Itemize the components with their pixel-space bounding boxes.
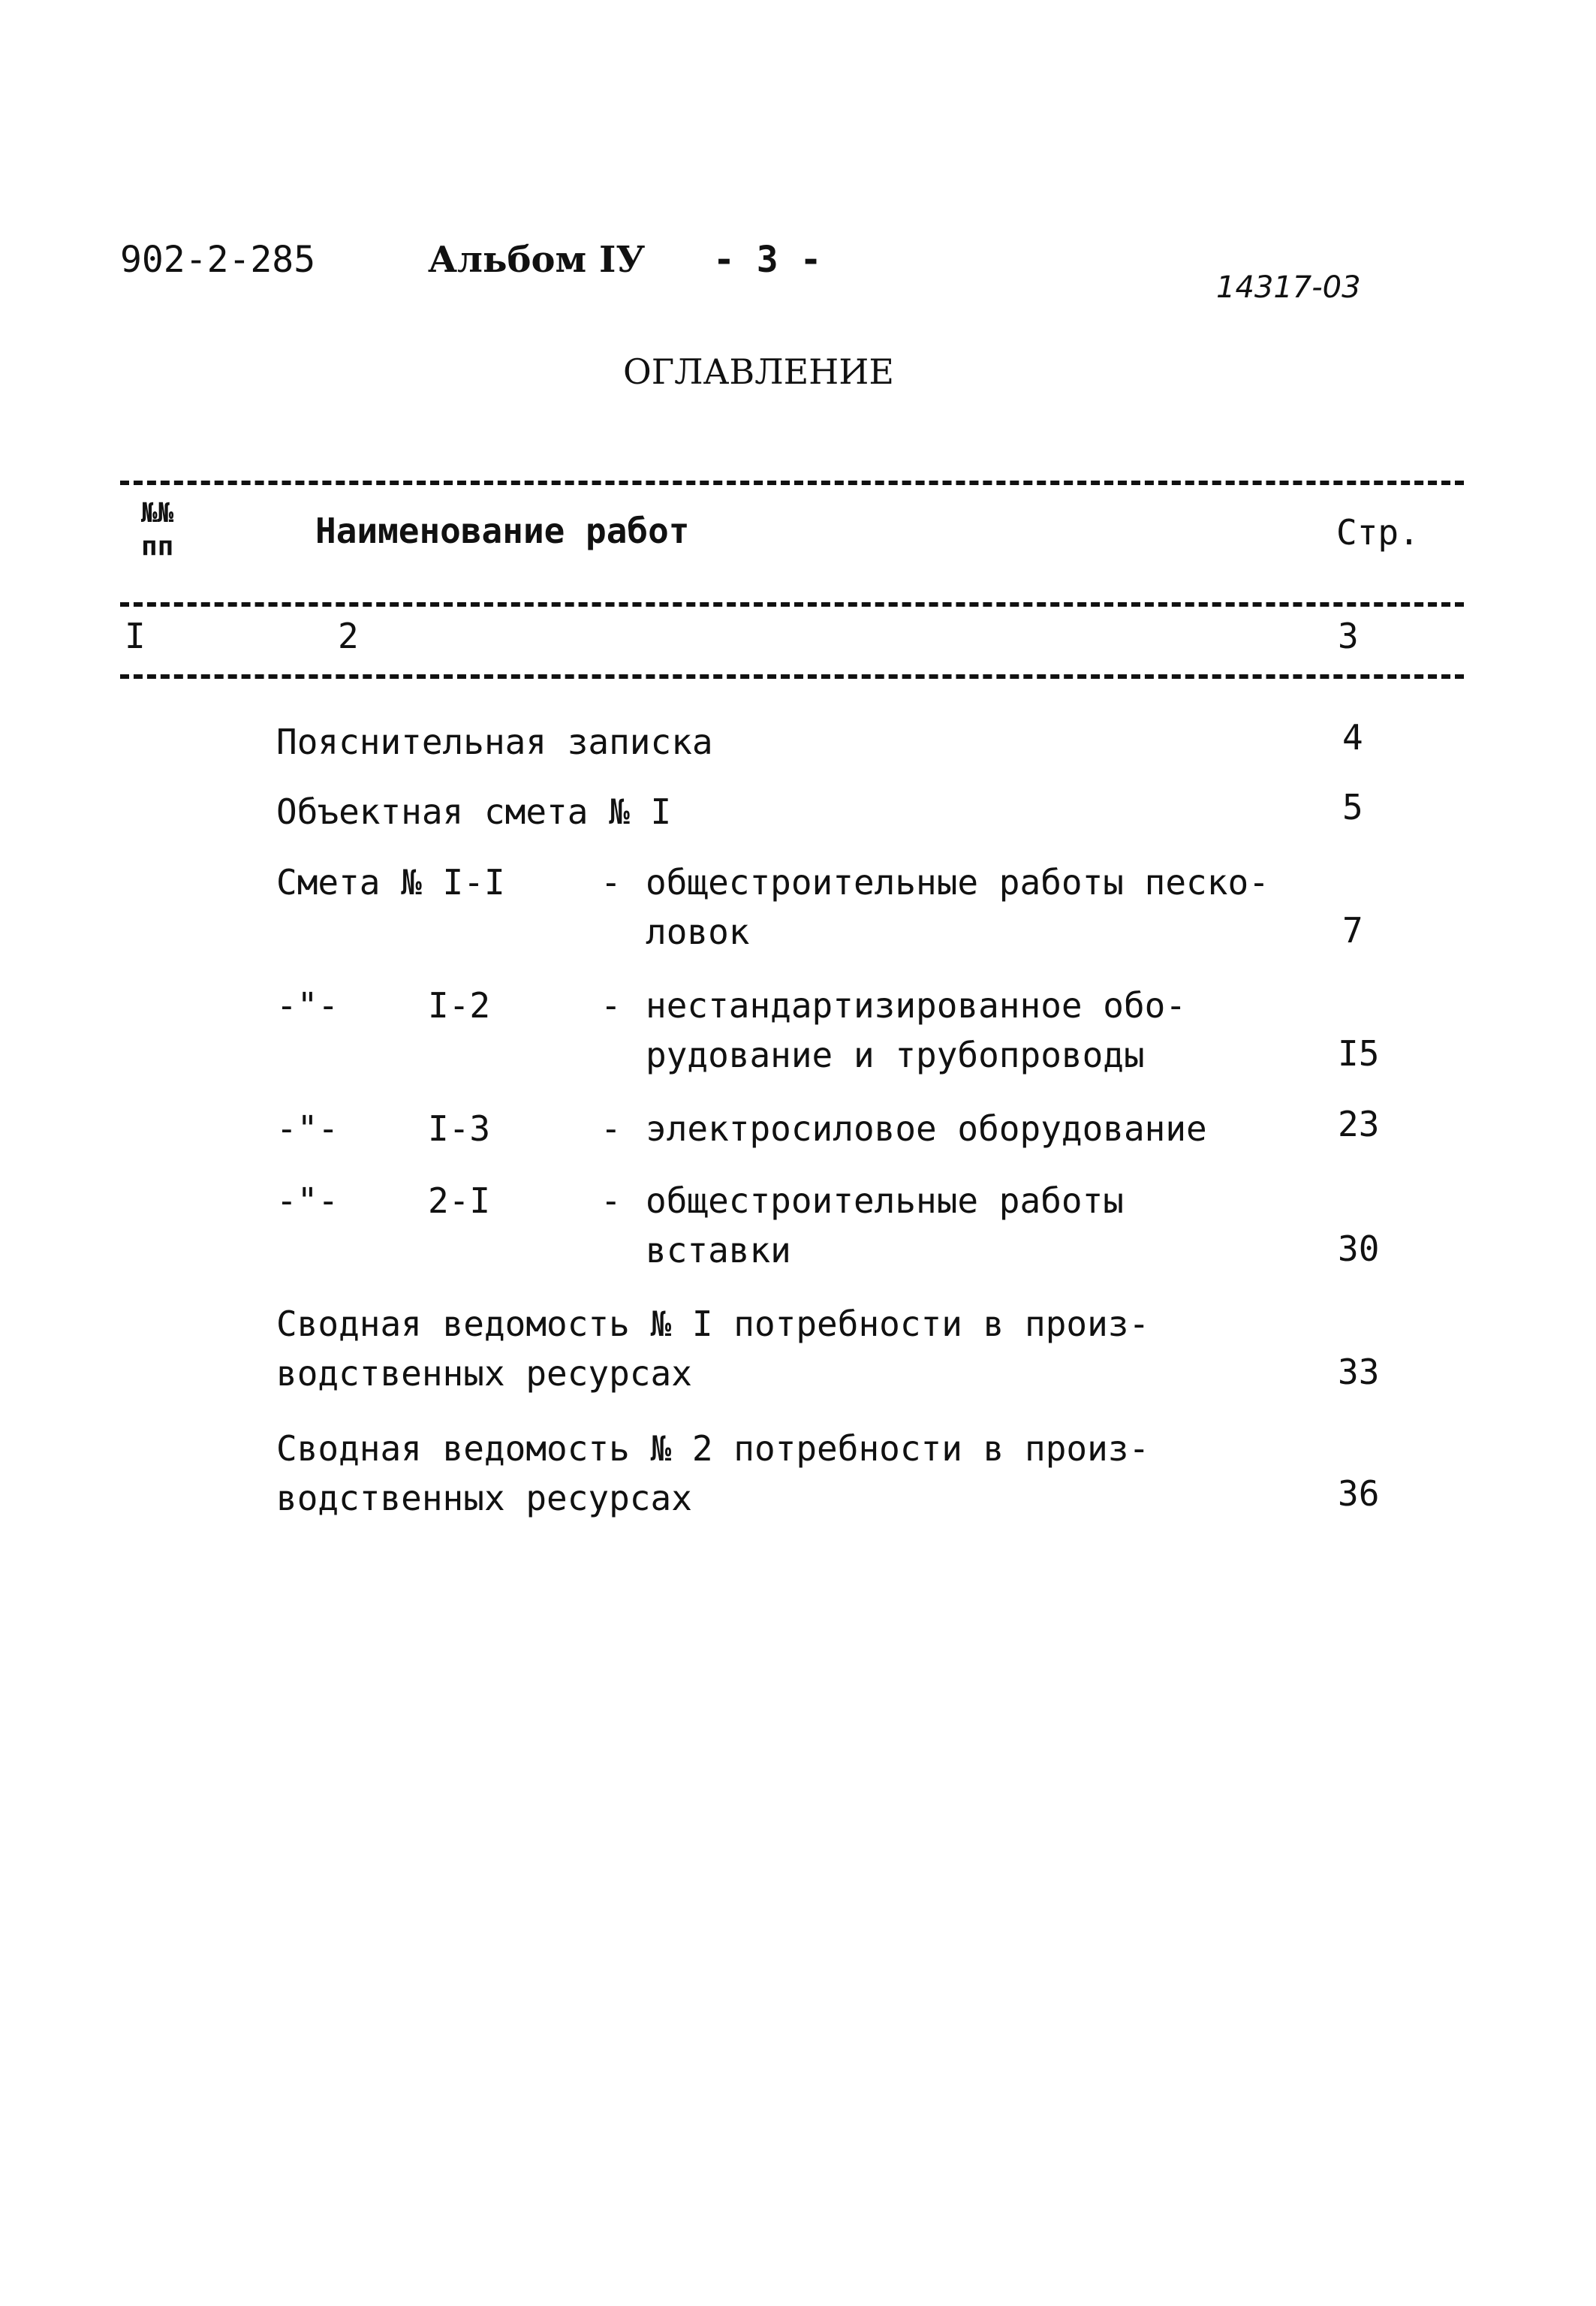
toc-entry-prefix: Смета № I-I <box>276 862 505 903</box>
column-header-name: Наименование работ <box>315 511 690 551</box>
column-header-number-line1: №№ <box>141 498 174 529</box>
toc-entry-title: Пояснительная записка <box>276 722 713 762</box>
toc-entry-title-line1: Сводная ведомость № I потребности в произ- <box>276 1304 1150 1344</box>
table-body-rule <box>120 674 1464 679</box>
column-header-page: Стр. <box>1336 512 1420 553</box>
toc-entry-title <box>276 1299 1149 1398</box>
toc-entry-prefix: -"- <box>276 1180 339 1221</box>
toc-entry-description <box>646 1176 1124 1275</box>
toc-entry-page: 4 <box>1342 717 1363 758</box>
toc-entry-description <box>646 981 1186 1080</box>
toc-entry-description-line2: ловок <box>646 912 750 952</box>
document-code: 902-2-285 <box>120 239 316 281</box>
toc-entry-dash: - <box>601 985 622 1026</box>
toc-entry-page: 30 <box>1338 1228 1380 1269</box>
toc-entry-description-line2: вставки <box>646 1230 791 1271</box>
album-label: Альбом IУ <box>428 239 646 281</box>
page-number: - 3 - <box>713 239 822 281</box>
toc-entry-code: 2-I <box>428 1180 491 1221</box>
toc-entry-description-line1: нестандартизированное обо- <box>646 985 1187 1026</box>
toc-entry-title <box>276 1424 1149 1523</box>
toc-entry-page: 7 <box>1342 910 1363 951</box>
toc-entry-page: 5 <box>1342 787 1363 827</box>
toc-entry-page: 33 <box>1338 1352 1380 1392</box>
page-title: ОГЛАВЛЕНИЕ <box>623 351 894 392</box>
column-number-1: I <box>125 616 146 656</box>
toc-entry-page: 23 <box>1338 1104 1380 1144</box>
column-number-3: 3 <box>1338 616 1359 656</box>
toc-entry-title-line2: водственных ресурсах <box>276 1478 692 1518</box>
table-top-rule <box>120 481 1464 485</box>
table-header-rule <box>120 602 1464 607</box>
toc-entry-description <box>646 858 1269 957</box>
toc-entry-title: Объектная смета № I <box>276 791 672 832</box>
column-header-number <box>141 497 173 563</box>
toc-entry-dash: - <box>601 1108 622 1149</box>
toc-entry-description: электросиловое оборудование <box>646 1108 1207 1149</box>
column-number-2: 2 <box>338 616 359 656</box>
toc-entry-prefix: -"- <box>276 1108 339 1149</box>
toc-entry-description-line1: общестроительные работы <box>646 1180 1124 1221</box>
toc-entry-code: I-3 <box>428 1108 491 1149</box>
toc-entry-dash: - <box>601 862 622 903</box>
toc-entry-dash: - <box>601 1180 622 1221</box>
toc-entry-description-line1: общестроительные работы песко- <box>646 862 1269 903</box>
toc-entry-title-line1: Сводная ведомость № 2 потребности в произ- <box>276 1428 1150 1469</box>
toc-entry-page: I5 <box>1338 1033 1380 1074</box>
toc-entry-page: 36 <box>1338 1473 1380 1514</box>
toc-entry-prefix: -"- <box>276 985 339 1026</box>
toc-entry-description-line2: рудование и трубопроводы <box>646 1035 1145 1075</box>
toc-entry-code: I-2 <box>428 985 491 1026</box>
inventory-number: 14317-03 <box>1216 270 1361 305</box>
toc-entry-title-line2: водственных ресурсах <box>276 1353 692 1394</box>
column-header-number-line2: пп <box>141 531 174 562</box>
